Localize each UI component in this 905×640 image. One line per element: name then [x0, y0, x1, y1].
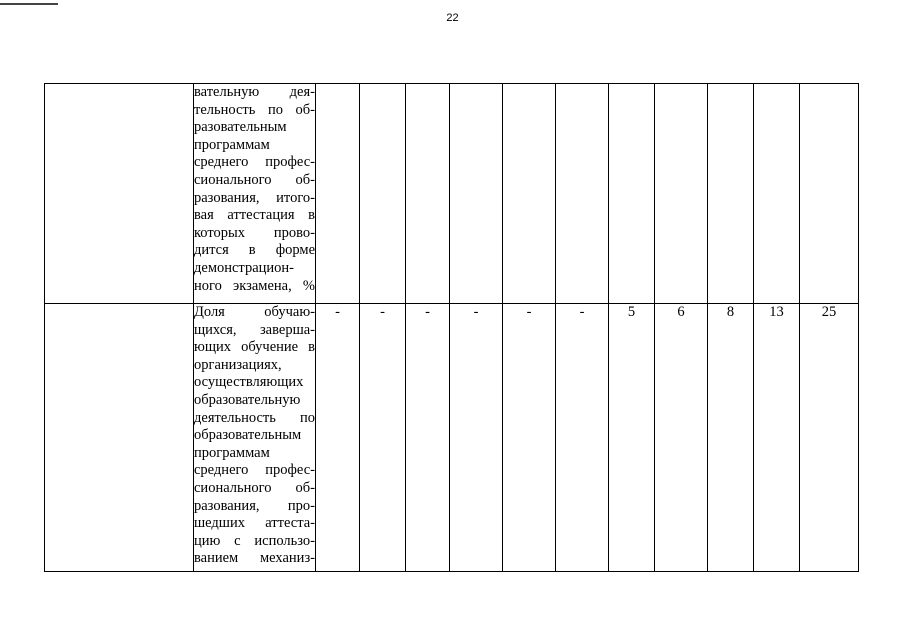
description-line: Доля обучаю-: [194, 304, 315, 320]
description-line: щихся, заверша-: [194, 321, 315, 338]
value-cell: [609, 84, 655, 304]
section-cell: [45, 84, 194, 304]
indicator-table: [44, 83, 859, 572]
description-line: дится в форме: [194, 242, 315, 259]
value-cell: -: [316, 304, 360, 572]
description-line: ющих обучение в: [194, 339, 315, 356]
value-cell: -: [503, 304, 556, 572]
value-cell: -: [360, 304, 406, 572]
description-line: демонстрацион-: [194, 259, 294, 276]
value-cell: [316, 84, 360, 304]
description-line: среднего профес-: [194, 154, 315, 171]
description-line: сионального об-: [194, 171, 315, 188]
value-cell: [800, 84, 859, 304]
value-cell: [406, 84, 450, 304]
description-line: деятельность по: [194, 409, 315, 426]
description-line: программам: [194, 136, 270, 153]
value-cell: [360, 84, 406, 304]
description-line: осуществляющих: [194, 374, 304, 391]
description-line: программам: [194, 444, 270, 461]
description-line: сионального об-: [194, 479, 315, 496]
value-cell: [754, 84, 800, 304]
description-line: цию с использо-: [194, 532, 315, 549]
value-cell: 25: [800, 304, 859, 572]
description-line: вая аттестация в: [194, 207, 315, 224]
description-line: организациях,: [194, 356, 282, 373]
value-cell: [655, 84, 708, 304]
value-cell: [708, 84, 754, 304]
description-line: разования, про-: [194, 497, 315, 514]
description-line: среднего профес-: [194, 462, 315, 479]
description-line: которых прово-: [194, 224, 315, 241]
corner-mark: [0, 3, 58, 5]
description-line: образовательную: [194, 391, 301, 408]
value-cell: 5: [609, 304, 655, 572]
value-cell: 6: [655, 304, 708, 572]
description-line: разовательным: [194, 119, 287, 136]
description-line: образовательным: [194, 427, 302, 444]
value-cell: 13: [754, 304, 800, 572]
section-cell: [45, 304, 194, 572]
value-cell: [450, 84, 503, 304]
description-line: ванием механиз-: [194, 550, 315, 567]
description-line: разования, итого-: [194, 189, 315, 206]
description-line: шедших аттеста-: [194, 515, 315, 532]
value-cell: -: [406, 304, 450, 572]
value-cell: -: [556, 304, 609, 572]
table-row: [45, 84, 859, 304]
indicator-description: [194, 304, 316, 572]
value-cell: -: [450, 304, 503, 572]
value-cell: 8: [708, 304, 754, 572]
description-line: вательную дея-: [194, 84, 315, 100]
table-row: [45, 304, 859, 572]
value-cell: [503, 84, 556, 304]
page-number: 22: [446, 12, 459, 24]
indicator-description: [194, 84, 316, 304]
description-line: тельность по об-: [194, 101, 315, 118]
value-cell: [556, 84, 609, 304]
description-line: ного экзамена, %: [194, 277, 315, 294]
